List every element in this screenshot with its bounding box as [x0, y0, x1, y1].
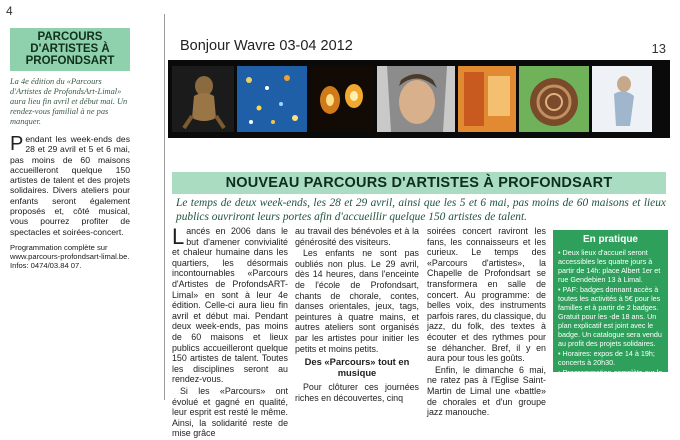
page-number-left: 4 — [6, 4, 13, 18]
article-headline: NOUVEAU PARCOURS D'ARTISTES À PROFONDSART — [225, 175, 613, 191]
sidebar-body — [10, 134, 130, 237]
article-column-3 — [427, 226, 546, 419]
photo-blue-dots — [237, 66, 307, 132]
photo-portrait-face — [377, 66, 455, 132]
column-divider — [164, 14, 165, 400]
photo-spiral-shell — [519, 66, 589, 132]
sidebar-article — [10, 28, 130, 271]
col2-paragraph-1: au travail des bénévoles et à la générosité des visiteurs. — [295, 226, 419, 247]
article-drop-cap: L — [172, 224, 185, 249]
info-item: • Deux lieux d'accueil seront accessibles les quatre jours à partir de 14h: place Albert 1er et rue Gendebien 13 à Limal. — [558, 248, 661, 284]
sidebar-drop-cap: P — [10, 133, 24, 155]
info-box-en-pratique — [553, 230, 668, 395]
sidebar-footer: Programmation complète sur www.parcours-profondsart-limal.be. Infos: 0474/03.84 07. — [10, 242, 130, 271]
headline-banner — [172, 172, 666, 194]
artwork-photo-strip — [168, 60, 670, 138]
col1-paragraph-2: Si les «Parcours» ont évolué et gagné en qualité, leur esprit est resté le même. Ainsi, la solidarité reste de mise grâce — [172, 385, 288, 439]
col2-paragraph-2: Les enfants ne sont pas oubliés non plus. Le 29 avril, dès 14 heures, dans l'enceinte de l'école de Profondsart, chants de chorale, contes, danses orientales, jeux, tags, peintures à quatre mains, et autres ateliers sont organisés par les artistes pour initier les petits et moins petits. — [295, 248, 419, 354]
col3-paragraph-1: soirées concert raviront les fans, les connaisseurs et les curieux. Le temps des «Parcours d'artistes», la Chapelle de Profondsart se transformera en salle de concert. Au programme: de belles voix, des instruments parfois rares, du classique, du jazz, du folk, des textes à écouter et des rythmes pour se déhancher. Bref, il y en aura pour tous les goûts. — [427, 226, 546, 364]
sidebar-title: PARCOURS D'ARTISTES À PROFONDSART — [10, 28, 130, 71]
info-item: • Programmation complète sur le site www.parcours-profondsart-limal.be. — [558, 368, 663, 395]
article-lede: Le temps de deux week-ends, les 28 et 29 avril, ainsi que les 5 et 6 mai, pas moins de 60 maisons et lieux publics ouvriront leurs portes afin d'accueillir quelque 150 artistes de talent. — [176, 197, 666, 223]
info-box-title: En pratique — [582, 234, 638, 245]
info-box-text — [558, 248, 663, 395]
info-item: • Horaires: expos de 14 à 19h; concerts à 20h30. — [558, 349, 655, 367]
sidebar-lede: La 4e édition du «Parcours d'Artistes de ProfondsArt-Limal» aura lieu fin avril et début mai. Un rendez-vous familial à ne pas manquer. — [10, 77, 128, 126]
col1-paragraph-1: ancés en 2006 dans le but d'amener convivialité et chaleur humaine dans les quartiers, les désormais incontournables «Parcours d'Artistes de ProfondsART-Limal» en sont à leur 4e édition. Celle-ci aura lieu fin avril et début mai. Pendant deux week-ends, pas moins de 60 maisons et lieux publics accueilleront quelque 150 artistes de talent. Toutes les disciplines seront au rendez-vous. — [172, 226, 288, 385]
page-number-right: 13 — [651, 41, 666, 56]
col3-paragraph-2: Enfin, le dimanche 6 mai, ne ratez pas à l'Eglise Saint-Martin de Limal une «battle» de chorales et d'un groupe jazz manouche. — [427, 364, 546, 418]
col2-subhead: Des «Parcours» tout en musique — [304, 356, 410, 378]
sidebar-body-text: endant les week-ends des 28 et 29 avril et 5 et 6 mai, pas moins de 60 maisons accueilleront quelque 150 artistes de talent et des projets solidaires. Divers ateliers pour enfants seront également proposés et, côté musical, vous pourrez profiter de spectacles et soirées-concert. — [10, 134, 130, 237]
photo-figure-drawing — [592, 66, 652, 132]
photo-monkey-sculpture — [172, 66, 234, 132]
photo-abstract-orange — [458, 66, 516, 132]
magazine-title: Bonjour Wavre 03-04 2012 — [180, 38, 353, 54]
info-item: • PAF: badges donnant accès à toutes les activités à 5€ pour les familles et à partir de 2 badges. Gratuit pour les -de 18 ans. Un plan explicatif est joint avec le badge. Un catalogue sera vendu au profit des projets solidaires. — [558, 285, 662, 348]
photo-glowing-lamps — [310, 66, 374, 132]
article-column-1 — [172, 226, 288, 440]
col2-paragraph-3: Pour clôturer ces journées riches en découvertes, cinq — [295, 382, 419, 403]
article-column-2 — [295, 226, 419, 405]
